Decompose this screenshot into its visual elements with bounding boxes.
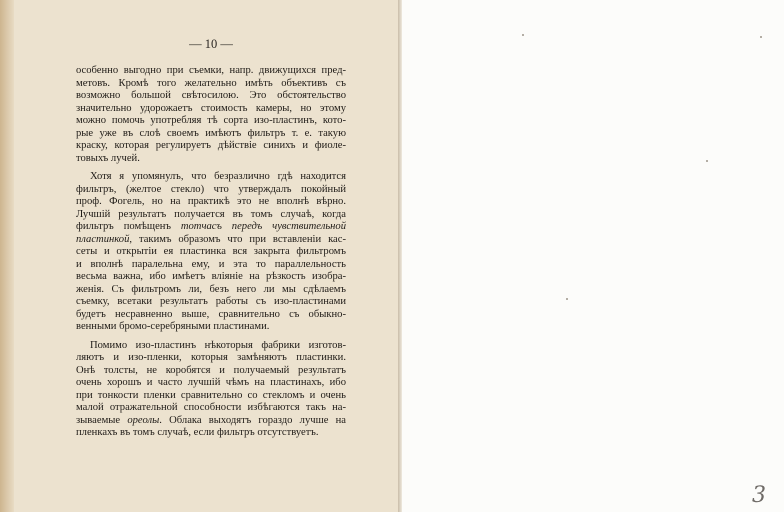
text-line <box>76 153 346 166</box>
text-line <box>76 234 346 247</box>
text-line <box>76 171 346 184</box>
text-segment: сеты и открытіи ея пластинка вся закрыта фильтромъ <box>76 246 346 257</box>
text-segment: венными бромо-серебряными пластинами. <box>76 321 270 332</box>
text-line <box>76 309 346 322</box>
text-line <box>76 377 346 390</box>
paragraph <box>76 171 346 334</box>
text-line <box>76 259 346 272</box>
paragraph <box>76 65 346 165</box>
text-line <box>76 196 346 209</box>
text-segment: можно помочь употребляя тѣ сорта изо-пластинъ, кото- <box>76 115 346 126</box>
text-line <box>76 115 346 128</box>
right-page <box>402 0 784 512</box>
paper-speck <box>706 160 708 162</box>
text-segment: , такимъ образомъ что при вставленіи кас- <box>129 233 346 245</box>
text-line <box>76 184 346 197</box>
text-line <box>76 221 346 234</box>
text-line <box>76 365 346 378</box>
text-segment: ляютъ и изо-пленки, которыя замѣняютъ пластинки. <box>76 352 346 363</box>
text-segment: фильтръ помѣщенъ <box>76 221 181 232</box>
text-segment: Лучшій результатъ получается въ томъ случаѣ, когда <box>76 208 346 220</box>
paper-speck <box>566 298 568 300</box>
page-text <box>76 65 346 446</box>
text-segment: зываемые <box>76 414 128 426</box>
italic-text: тотчасъ передъ чувствительной <box>180 221 346 232</box>
text-segment: возможно большой свѣтосилою. Это обстоятельство <box>76 90 346 101</box>
text-line <box>76 296 346 309</box>
text-segment: товыхъ лучей. <box>76 152 140 164</box>
text-segment: будетъ несравненно выше, сравнительно съ обыкно- <box>76 308 346 320</box>
text-segment: малой отражательной способности избѣгаются такъ на- <box>76 402 346 413</box>
text-line <box>76 128 346 141</box>
text-segment: . Облака выходятъ гораздо лучше на <box>159 414 347 426</box>
text-line <box>76 352 346 365</box>
text-line <box>76 340 346 353</box>
text-segment: пленкахъ въ томъ случаѣ, если фильтръ отсутствуетъ. <box>76 427 319 438</box>
text-segment: при тонкости пленки сравнительно со стекломъ и очень <box>76 389 346 401</box>
text-line <box>76 402 346 415</box>
italic-text: пластинкой <box>76 233 130 245</box>
paragraph <box>76 340 346 440</box>
text-segment: женія. Съ фильтромъ ли, безъ него ли мы сдѣлаемъ <box>76 283 346 295</box>
text-line <box>76 209 346 222</box>
text-line <box>76 427 346 440</box>
paper-speck <box>522 34 524 36</box>
text-line <box>76 321 346 334</box>
text-segment: проф. Фогель, но на практикѣ это не вполнѣ вѣрно. <box>76 196 346 207</box>
italic-text: ореолы <box>127 414 160 426</box>
text-segment: фильтръ, (желтое стекло) что утверждалъ покойный <box>76 183 346 195</box>
text-line <box>76 284 346 297</box>
paper-speck <box>760 36 762 38</box>
text-line <box>76 271 346 284</box>
text-segment: весьма важна, ибо имѣетъ вліяніе на рѣзкость изобра- <box>76 271 346 282</box>
page-number: — 10 — <box>189 37 233 51</box>
text-line <box>76 140 346 153</box>
text-line <box>76 390 346 403</box>
handwritten-page-mark: 3 <box>752 483 766 508</box>
text-segment: метовъ. Кромѣ того желательно имѣть объективъ съ <box>76 77 346 89</box>
text-segment: Хотя я упомянулъ, что безразлично гдѣ находится <box>90 171 346 182</box>
text-line <box>76 103 346 116</box>
text-line <box>76 90 346 103</box>
text-line <box>76 78 346 91</box>
text-segment: рые уже въ слоѣ своемъ имѣютъ фильтръ т. е. такую <box>76 127 346 139</box>
text-segment: Помимо изо-пластинъ нѣкоторыя фабрики изготов- <box>90 339 346 351</box>
text-segment: особенно выгодно при съемки, напр. движущихся пред- <box>76 65 346 76</box>
text-line <box>76 65 346 78</box>
text-segment: краску, которая регулируетъ дѣйствіе синихъ и фиоле- <box>76 140 346 151</box>
text-segment: съемку, всетаки результатъ работы съ изо-пластинами <box>76 296 346 307</box>
text-line <box>76 415 346 428</box>
text-segment: и вполнѣ паралельна ему, и эта то параллельность <box>76 258 346 270</box>
text-segment: очень хорошъ и часто лучшій чѣмъ на пластинахъ, ибо <box>76 377 346 388</box>
text-segment: Онѣ толсты, не коробятся и получаемый результатъ <box>76 364 346 376</box>
text-line <box>76 246 346 259</box>
text-segment: значительно удорожаетъ стоимость камеры, но этому <box>76 102 346 114</box>
